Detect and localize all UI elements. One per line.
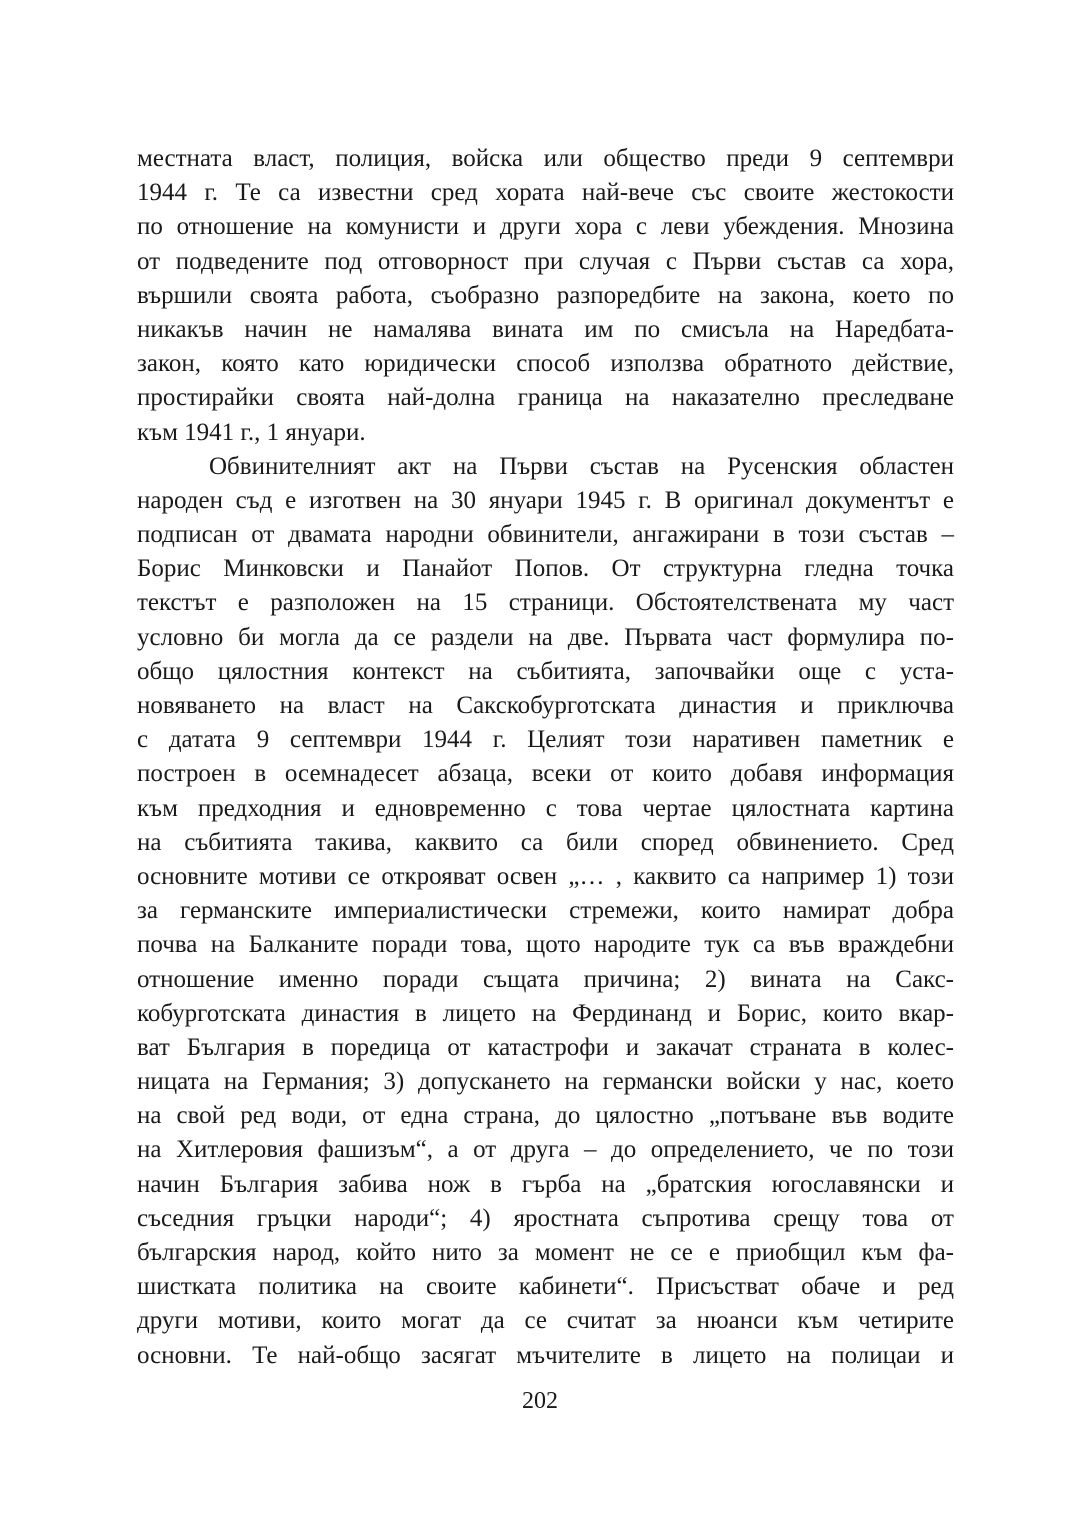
text-line: ницата на Германия; 3) допускането на германски войски у нас, което	[137, 1068, 954, 1096]
text-line: за германските империалистически стремежи, които намират добра	[137, 897, 954, 925]
text-line: общо цялостния контекст на събитията, започвайки още с уста-	[137, 657, 954, 685]
text-line: с датата 9 септември 1944 г. Целият този наративен паметник е	[137, 726, 954, 754]
text-line: от подведените под отговорност при случая с Първи състав са хора,	[137, 247, 954, 275]
text-line: вършили своята работа, съобразно разпоредбите на закона, което по	[137, 281, 954, 309]
text-line: никакъв начин не намалява вината им по смисъла на Наредбата-	[137, 315, 954, 343]
text-line: основни. Те най-общо засягат мъчителите в лицето на полицаи и	[137, 1341, 954, 1369]
text-line: Борис Минковски и Панайот Попов. От структурна гледна точка	[137, 555, 954, 583]
text-line: местната власт, полиция, войска или общество преди 9 септември	[137, 145, 954, 172]
text-line: ват България в поредица от катастрофи и закачат страната в колес-	[137, 1033, 954, 1061]
text-line: към предходния и едновременно с това чертае цялостната картина	[137, 794, 954, 822]
text-line: към 1941 г., 1 януари.	[137, 418, 366, 446]
text-line: почва на Балканите поради това, щото народите тук са във враждебни	[137, 931, 954, 959]
text-line: българския народ, който нито за момент не се е приобщил към фа-	[137, 1239, 954, 1266]
text-line: 1944 г. Те са известни сред хората най-вече със своите жестокости	[137, 179, 954, 207]
text-line: начин България забива нож в гърба на „братския югославянски и	[137, 1170, 954, 1198]
text-line: на Хитлеровия фашизъм“, а от друга – до определението, че по този	[137, 1136, 954, 1164]
body-text	[137, 142, 954, 1373]
text-line: построен в осемнадесет абзаца, всеки от които добавя информация	[137, 760, 954, 788]
text-line: основните мотиви се открояват освен „… , каквито са например 1) този	[137, 862, 954, 890]
text-line: текстът е разположен на 15 страници. Обстоятелствената му част	[137, 589, 954, 617]
text-line: по отношение на комунисти и други хора с леви убеждения. Мнозина	[137, 213, 954, 241]
text-line: други мотиви, които могат да се считат за нюанси към четирите	[137, 1307, 954, 1335]
text-line: народен съд е изготвен на 30 януари 1945 г. В оригинал документът е	[137, 486, 954, 514]
text-line: на събитията такива, каквито са били според обвинението. Сред	[137, 828, 954, 856]
text-line: новяването на власт на Сакскобурготската династия и приключва	[137, 692, 954, 719]
text-line: съседния гръцки народи“; 4) яростната съпротива срещу това от	[137, 1204, 954, 1232]
text-line: шистката политика на своите кабинети“. Присъстват обаче и ред	[137, 1273, 954, 1301]
text-line: кобурготската династия в лицето на Фердинанд и Борис, които вкар-	[137, 999, 954, 1027]
text-line: отношение именно поради същата причина; 2) вината на Сакс-	[137, 965, 954, 993]
text-line: подписан от двамата народни обвинители, ангажирани в този състав –	[137, 521, 954, 549]
text-line: на свой ред води, от една страна, до цялостно „потъване във водите	[137, 1102, 954, 1130]
text-line: Обвинителният акт на Първи състав на Русенския областен	[209, 452, 954, 480]
text-line: закон, която като юридически способ използва обратното действие,	[137, 350, 954, 378]
text-line: простирайки своята най-долна граница на наказателно преследване	[137, 384, 954, 412]
paragraph-2	[137, 450, 954, 1373]
text-line: условно би могла да се раздели на две. Първата част формулира по-	[137, 623, 954, 651]
paragraph-1	[137, 142, 954, 450]
page-number: 202	[522, 1388, 558, 1414]
